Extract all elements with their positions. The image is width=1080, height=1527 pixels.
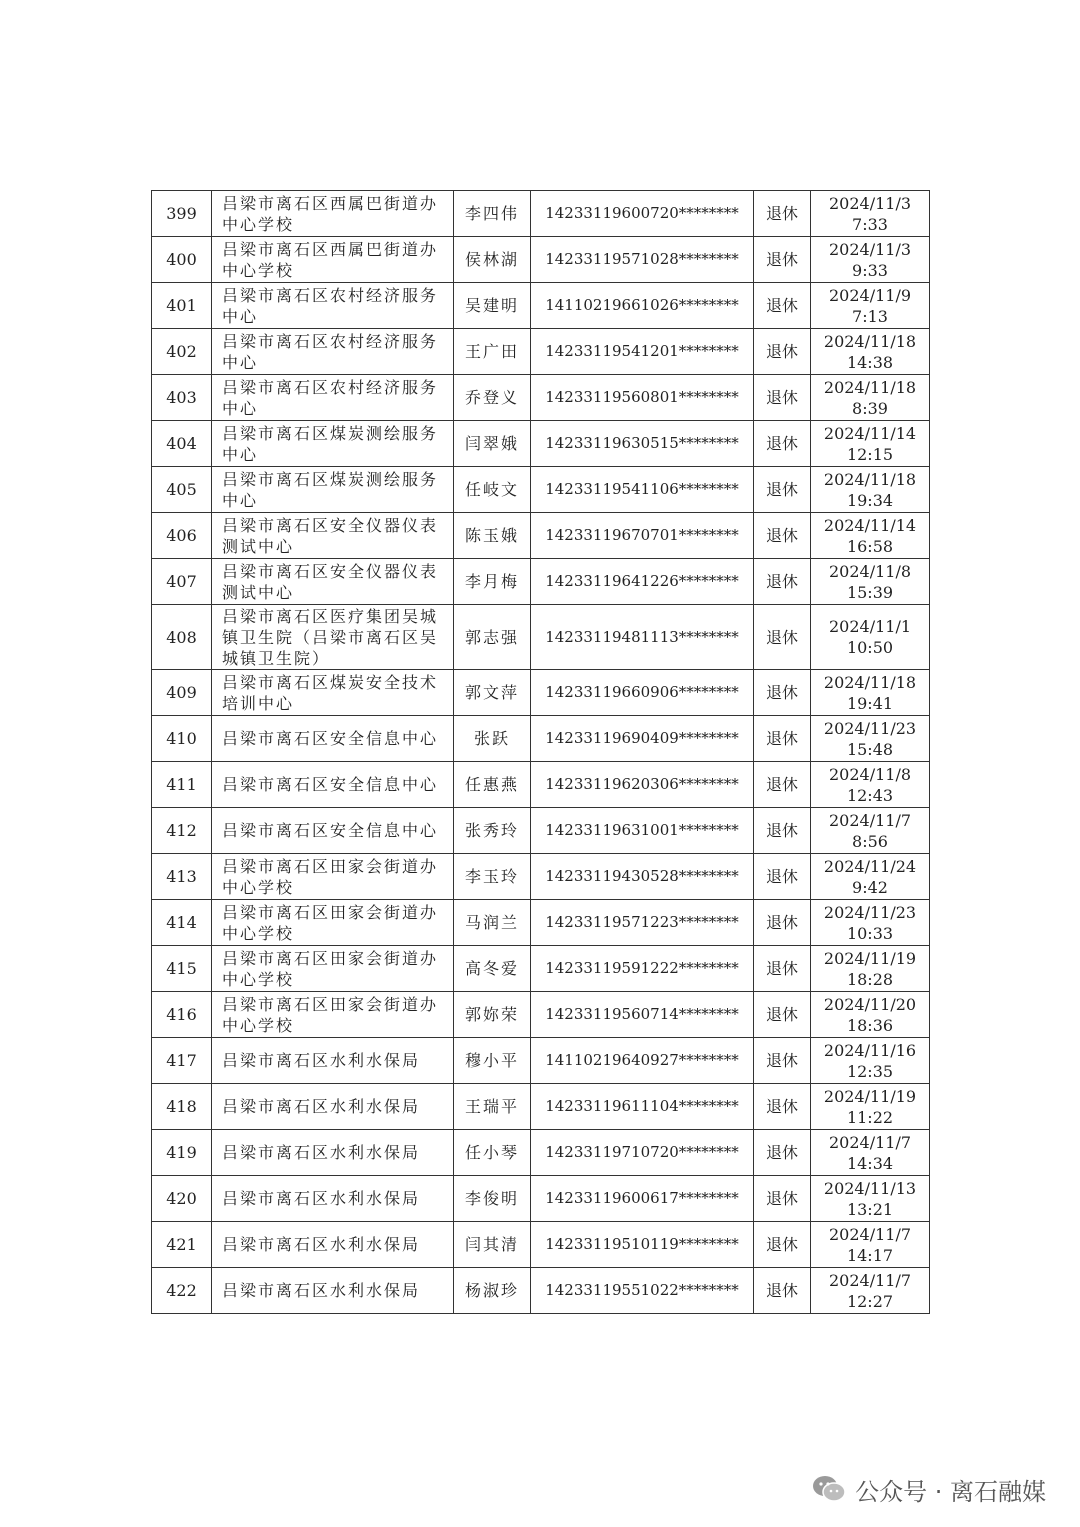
unit-cell: 吕梁市离石区安全信息中心 xyxy=(212,716,454,762)
row-number: 400 xyxy=(152,237,212,283)
time-text: 15:48 xyxy=(846,739,894,759)
date-text: 2024/11/20 xyxy=(823,994,917,1014)
time-text: 18:36 xyxy=(846,1015,894,1035)
row-number: 416 xyxy=(152,992,212,1038)
datetime-cell xyxy=(811,467,930,513)
status-cell: 退休 xyxy=(754,421,811,467)
name-cell: 任小琴 xyxy=(454,1130,531,1176)
row-number: 405 xyxy=(152,467,212,513)
status-cell: 退休 xyxy=(754,1084,811,1130)
datetime-cell xyxy=(811,1176,930,1222)
datetime-cell xyxy=(811,375,930,421)
datetime-cell xyxy=(811,854,930,900)
date-text: 2024/11/7 xyxy=(828,1270,912,1290)
table-row xyxy=(152,1176,930,1222)
date-text: 2024/11/18 xyxy=(823,672,917,692)
unit-cell: 吕梁市离石区田家会街道办中心学校 xyxy=(212,900,454,946)
id-cell: 14233119560801******** xyxy=(531,375,754,421)
name-cell: 王瑞平 xyxy=(454,1084,531,1130)
status-cell: 退休 xyxy=(754,559,811,605)
time-text: 18:28 xyxy=(846,969,894,989)
id-cell: 14233119600617******** xyxy=(531,1176,754,1222)
time-text: 12:43 xyxy=(846,785,894,805)
id-cell: 14233119660906******** xyxy=(531,670,754,716)
date-text: 2024/11/24 xyxy=(823,856,917,876)
name-cell: 李俊明 xyxy=(454,1176,531,1222)
status-cell: 退休 xyxy=(754,670,811,716)
id-cell: 14233119481113******** xyxy=(531,605,754,670)
date-text: 2024/11/19 xyxy=(823,1086,917,1106)
unit-cell: 吕梁市离石区田家会街道办中心学校 xyxy=(212,946,454,992)
id-cell: 14233119620306******** xyxy=(531,762,754,808)
name-cell: 李玉玲 xyxy=(454,854,531,900)
table-row xyxy=(152,191,930,237)
name-cell: 李月梅 xyxy=(454,559,531,605)
date-text: 2024/11/18 xyxy=(823,331,917,351)
table-row xyxy=(152,992,930,1038)
name-cell: 高冬爱 xyxy=(454,946,531,992)
status-cell: 退休 xyxy=(754,283,811,329)
id-cell: 14110219661026******** xyxy=(531,283,754,329)
datetime-cell xyxy=(811,559,930,605)
unit-cell: 吕梁市离石区安全信息中心 xyxy=(212,808,454,854)
unit-cell: 吕梁市离石区田家会街道办中心学校 xyxy=(212,992,454,1038)
status-cell: 退休 xyxy=(754,1268,811,1314)
status-cell: 退休 xyxy=(754,329,811,375)
row-number: 410 xyxy=(152,716,212,762)
id-cell: 14233119641226******** xyxy=(531,559,754,605)
datetime-cell xyxy=(811,900,930,946)
name-cell: 杨淑珍 xyxy=(454,1268,531,1314)
unit-cell: 吕梁市离石区水利水保局 xyxy=(212,1222,454,1268)
unit-cell: 吕梁市离石区安全信息中心 xyxy=(212,762,454,808)
table-row xyxy=(152,1268,930,1314)
time-text: 10:33 xyxy=(846,923,894,943)
unit-cell: 吕梁市离石区田家会街道办中心学校 xyxy=(212,854,454,900)
datetime-cell xyxy=(811,329,930,375)
time-text: 19:41 xyxy=(846,693,894,713)
status-cell: 退休 xyxy=(754,237,811,283)
name-cell: 侯林湖 xyxy=(454,237,531,283)
name-cell: 王广田 xyxy=(454,329,531,375)
time-text: 14:34 xyxy=(846,1153,894,1173)
row-number: 419 xyxy=(152,1130,212,1176)
id-cell: 14233119600720******** xyxy=(531,191,754,237)
id-cell: 14233119571223******** xyxy=(531,900,754,946)
status-cell: 退休 xyxy=(754,467,811,513)
row-number: 412 xyxy=(152,808,212,854)
date-text: 2024/11/23 xyxy=(823,902,917,922)
name-cell: 李四伟 xyxy=(454,191,531,237)
status-cell: 退休 xyxy=(754,191,811,237)
table-row xyxy=(152,283,930,329)
time-text: 12:35 xyxy=(846,1061,894,1081)
unit-cell: 吕梁市离石区水利水保局 xyxy=(212,1130,454,1176)
wechat-icon xyxy=(811,1474,847,1504)
time-text: 7:13 xyxy=(852,306,888,326)
id-cell: 14233119611104******** xyxy=(531,1084,754,1130)
datetime-cell xyxy=(811,1130,930,1176)
id-cell: 14233119630515******** xyxy=(531,421,754,467)
unit-cell: 吕梁市离石区水利水保局 xyxy=(212,1268,454,1314)
unit-cell: 吕梁市离石区安全仪器仪表测试中心 xyxy=(212,513,454,559)
time-text: 14:38 xyxy=(846,352,894,372)
status-cell: 退休 xyxy=(754,808,811,854)
unit-cell: 吕梁市离石区煤炭测绘服务中心 xyxy=(212,467,454,513)
status-cell: 退休 xyxy=(754,375,811,421)
status-cell: 退休 xyxy=(754,1222,811,1268)
id-cell: 14233119430528******** xyxy=(531,854,754,900)
time-text: 8:56 xyxy=(852,831,888,851)
row-number: 413 xyxy=(152,854,212,900)
status-cell: 退休 xyxy=(754,900,811,946)
status-cell: 退休 xyxy=(754,605,811,670)
row-number: 403 xyxy=(152,375,212,421)
id-cell: 14233119541201******** xyxy=(531,329,754,375)
watermark-label: 公众号 · 离石融媒 xyxy=(855,1477,1046,1506)
name-cell: 陈玉娥 xyxy=(454,513,531,559)
row-number: 421 xyxy=(152,1222,212,1268)
status-cell: 退休 xyxy=(754,854,811,900)
id-cell: 14233119710720******** xyxy=(531,1130,754,1176)
time-text: 10:50 xyxy=(846,638,894,657)
name-cell: 闫翠娥 xyxy=(454,421,531,467)
status-cell: 退休 xyxy=(754,992,811,1038)
table-row xyxy=(152,559,930,605)
datetime-cell xyxy=(811,283,930,329)
date-text: 2024/11/7 xyxy=(828,1132,912,1152)
date-text: 2024/11/3 xyxy=(828,193,912,213)
row-number: 411 xyxy=(152,762,212,808)
unit-cell: 吕梁市离石区农村经济服务中心 xyxy=(212,329,454,375)
date-text: 2024/11/18 xyxy=(823,377,917,397)
row-number: 401 xyxy=(152,283,212,329)
time-text: 15:39 xyxy=(846,582,894,602)
time-text: 16:58 xyxy=(846,536,894,556)
time-text: 12:27 xyxy=(846,1291,894,1311)
id-cell: 14233119551022******** xyxy=(531,1268,754,1314)
name-cell: 任惠燕 xyxy=(454,762,531,808)
date-text: 2024/11/23 xyxy=(823,718,917,738)
row-number: 422 xyxy=(152,1268,212,1314)
name-cell: 郭文萍 xyxy=(454,670,531,716)
datetime-cell xyxy=(811,1222,930,1268)
datetime-cell xyxy=(811,421,930,467)
row-number: 406 xyxy=(152,513,212,559)
table-row xyxy=(152,467,930,513)
name-cell: 吴建明 xyxy=(454,283,531,329)
unit-cell: 吕梁市离石区水利水保局 xyxy=(212,1176,454,1222)
table-row xyxy=(152,716,930,762)
time-text: 19:34 xyxy=(846,490,894,510)
name-cell: 任岐文 xyxy=(454,467,531,513)
date-text: 2024/11/8 xyxy=(828,561,912,581)
row-number: 415 xyxy=(152,946,212,992)
row-number: 409 xyxy=(152,670,212,716)
time-text: 13:21 xyxy=(846,1199,894,1219)
table-row xyxy=(152,1222,930,1268)
row-number: 402 xyxy=(152,329,212,375)
unit-cell: 吕梁市离石区医疗集团吴城镇卫生院（吕梁市离石区吴城镇卫生院） xyxy=(212,605,454,670)
date-text: 2024/11/14 xyxy=(823,423,917,443)
unit-cell: 吕梁市离石区农村经济服务中心 xyxy=(212,375,454,421)
time-text: 14:17 xyxy=(846,1245,894,1265)
table-row xyxy=(152,421,930,467)
unit-cell: 吕梁市离石区农村经济服务中心 xyxy=(212,283,454,329)
watermark xyxy=(811,1469,1046,1509)
date-text: 2024/11/16 xyxy=(823,1040,917,1060)
time-text: 7:33 xyxy=(852,214,888,234)
date-text: 2024/11/18 xyxy=(823,469,917,489)
unit-cell: 吕梁市离石区水利水保局 xyxy=(212,1084,454,1130)
id-cell: 14233119690409******** xyxy=(531,716,754,762)
date-text: 2024/11/7 xyxy=(828,1224,912,1244)
datetime-cell xyxy=(811,1038,930,1084)
date-text: 2024/11/1 xyxy=(828,617,912,636)
status-cell: 退休 xyxy=(754,716,811,762)
datetime-cell xyxy=(811,605,930,670)
id-cell: 14233119541106******** xyxy=(531,467,754,513)
datetime-cell xyxy=(811,237,930,283)
time-text: 8:39 xyxy=(852,398,888,418)
unit-cell: 吕梁市离石区西属巴街道办中心学校 xyxy=(212,237,454,283)
table-row xyxy=(152,329,930,375)
row-number: 407 xyxy=(152,559,212,605)
date-text: 2024/11/8 xyxy=(828,764,912,784)
date-text: 2024/11/19 xyxy=(823,948,917,968)
name-cell: 穆小平 xyxy=(454,1038,531,1084)
datetime-cell xyxy=(811,191,930,237)
name-cell: 郭志强 xyxy=(454,605,531,670)
datetime-cell xyxy=(811,513,930,559)
date-text: 2024/11/9 xyxy=(828,285,912,305)
status-cell: 退休 xyxy=(754,1176,811,1222)
unit-cell: 吕梁市离石区水利水保局 xyxy=(212,1038,454,1084)
row-number: 417 xyxy=(152,1038,212,1084)
table-row xyxy=(152,1130,930,1176)
status-cell: 退休 xyxy=(754,762,811,808)
date-text: 2024/11/7 xyxy=(828,810,912,830)
row-number: 408 xyxy=(152,605,212,670)
datetime-cell xyxy=(811,946,930,992)
name-cell: 马润兰 xyxy=(454,900,531,946)
table-row xyxy=(152,605,930,670)
table-row xyxy=(152,762,930,808)
row-number: 414 xyxy=(152,900,212,946)
name-cell: 郭妳荣 xyxy=(454,992,531,1038)
row-number: 404 xyxy=(152,421,212,467)
id-cell: 14233119571028******** xyxy=(531,237,754,283)
datetime-cell xyxy=(811,670,930,716)
table-row xyxy=(152,237,930,283)
table-row xyxy=(152,513,930,559)
datetime-cell xyxy=(811,1084,930,1130)
table-row xyxy=(152,808,930,854)
id-cell: 14233119631001******** xyxy=(531,808,754,854)
name-cell: 张跃 xyxy=(454,716,531,762)
row-number: 418 xyxy=(152,1084,212,1130)
table-row xyxy=(152,946,930,992)
name-cell: 乔登义 xyxy=(454,375,531,421)
name-cell: 张秀玲 xyxy=(454,808,531,854)
row-number: 420 xyxy=(152,1176,212,1222)
id-cell: 14110219640927******** xyxy=(531,1038,754,1084)
retirement-table xyxy=(151,190,930,1314)
date-text: 2024/11/3 xyxy=(828,239,912,259)
unit-cell: 吕梁市离石区安全仪器仪表测试中心 xyxy=(212,559,454,605)
status-cell: 退休 xyxy=(754,1038,811,1084)
datetime-cell xyxy=(811,1268,930,1314)
time-text: 12:15 xyxy=(846,444,894,464)
datetime-cell xyxy=(811,716,930,762)
time-text: 11:22 xyxy=(846,1107,894,1127)
date-text: 2024/11/14 xyxy=(823,515,917,535)
status-cell: 退休 xyxy=(754,946,811,992)
table-row xyxy=(152,1084,930,1130)
table-row xyxy=(152,900,930,946)
table-row xyxy=(152,375,930,421)
table-row xyxy=(152,670,930,716)
id-cell: 14233119560714******** xyxy=(531,992,754,1038)
id-cell: 14233119670701******** xyxy=(531,513,754,559)
table-body xyxy=(152,191,930,1314)
status-cell: 退休 xyxy=(754,1130,811,1176)
id-cell: 14233119510119******** xyxy=(531,1222,754,1268)
name-cell: 闫其清 xyxy=(454,1222,531,1268)
row-number: 399 xyxy=(152,191,212,237)
datetime-cell xyxy=(811,992,930,1038)
unit-cell: 吕梁市离石区煤炭测绘服务中心 xyxy=(212,421,454,467)
date-text: 2024/11/13 xyxy=(823,1178,917,1198)
unit-cell: 吕梁市离石区西属巴街道办中心学校 xyxy=(212,191,454,237)
time-text: 9:42 xyxy=(852,877,888,897)
table-row xyxy=(152,1038,930,1084)
datetime-cell xyxy=(811,762,930,808)
id-cell: 14233119591222******** xyxy=(531,946,754,992)
unit-cell: 吕梁市离石区煤炭安全技术培训中心 xyxy=(212,670,454,716)
table-row xyxy=(152,854,930,900)
datetime-cell xyxy=(811,808,930,854)
status-cell: 退休 xyxy=(754,513,811,559)
time-text: 9:33 xyxy=(852,260,888,280)
